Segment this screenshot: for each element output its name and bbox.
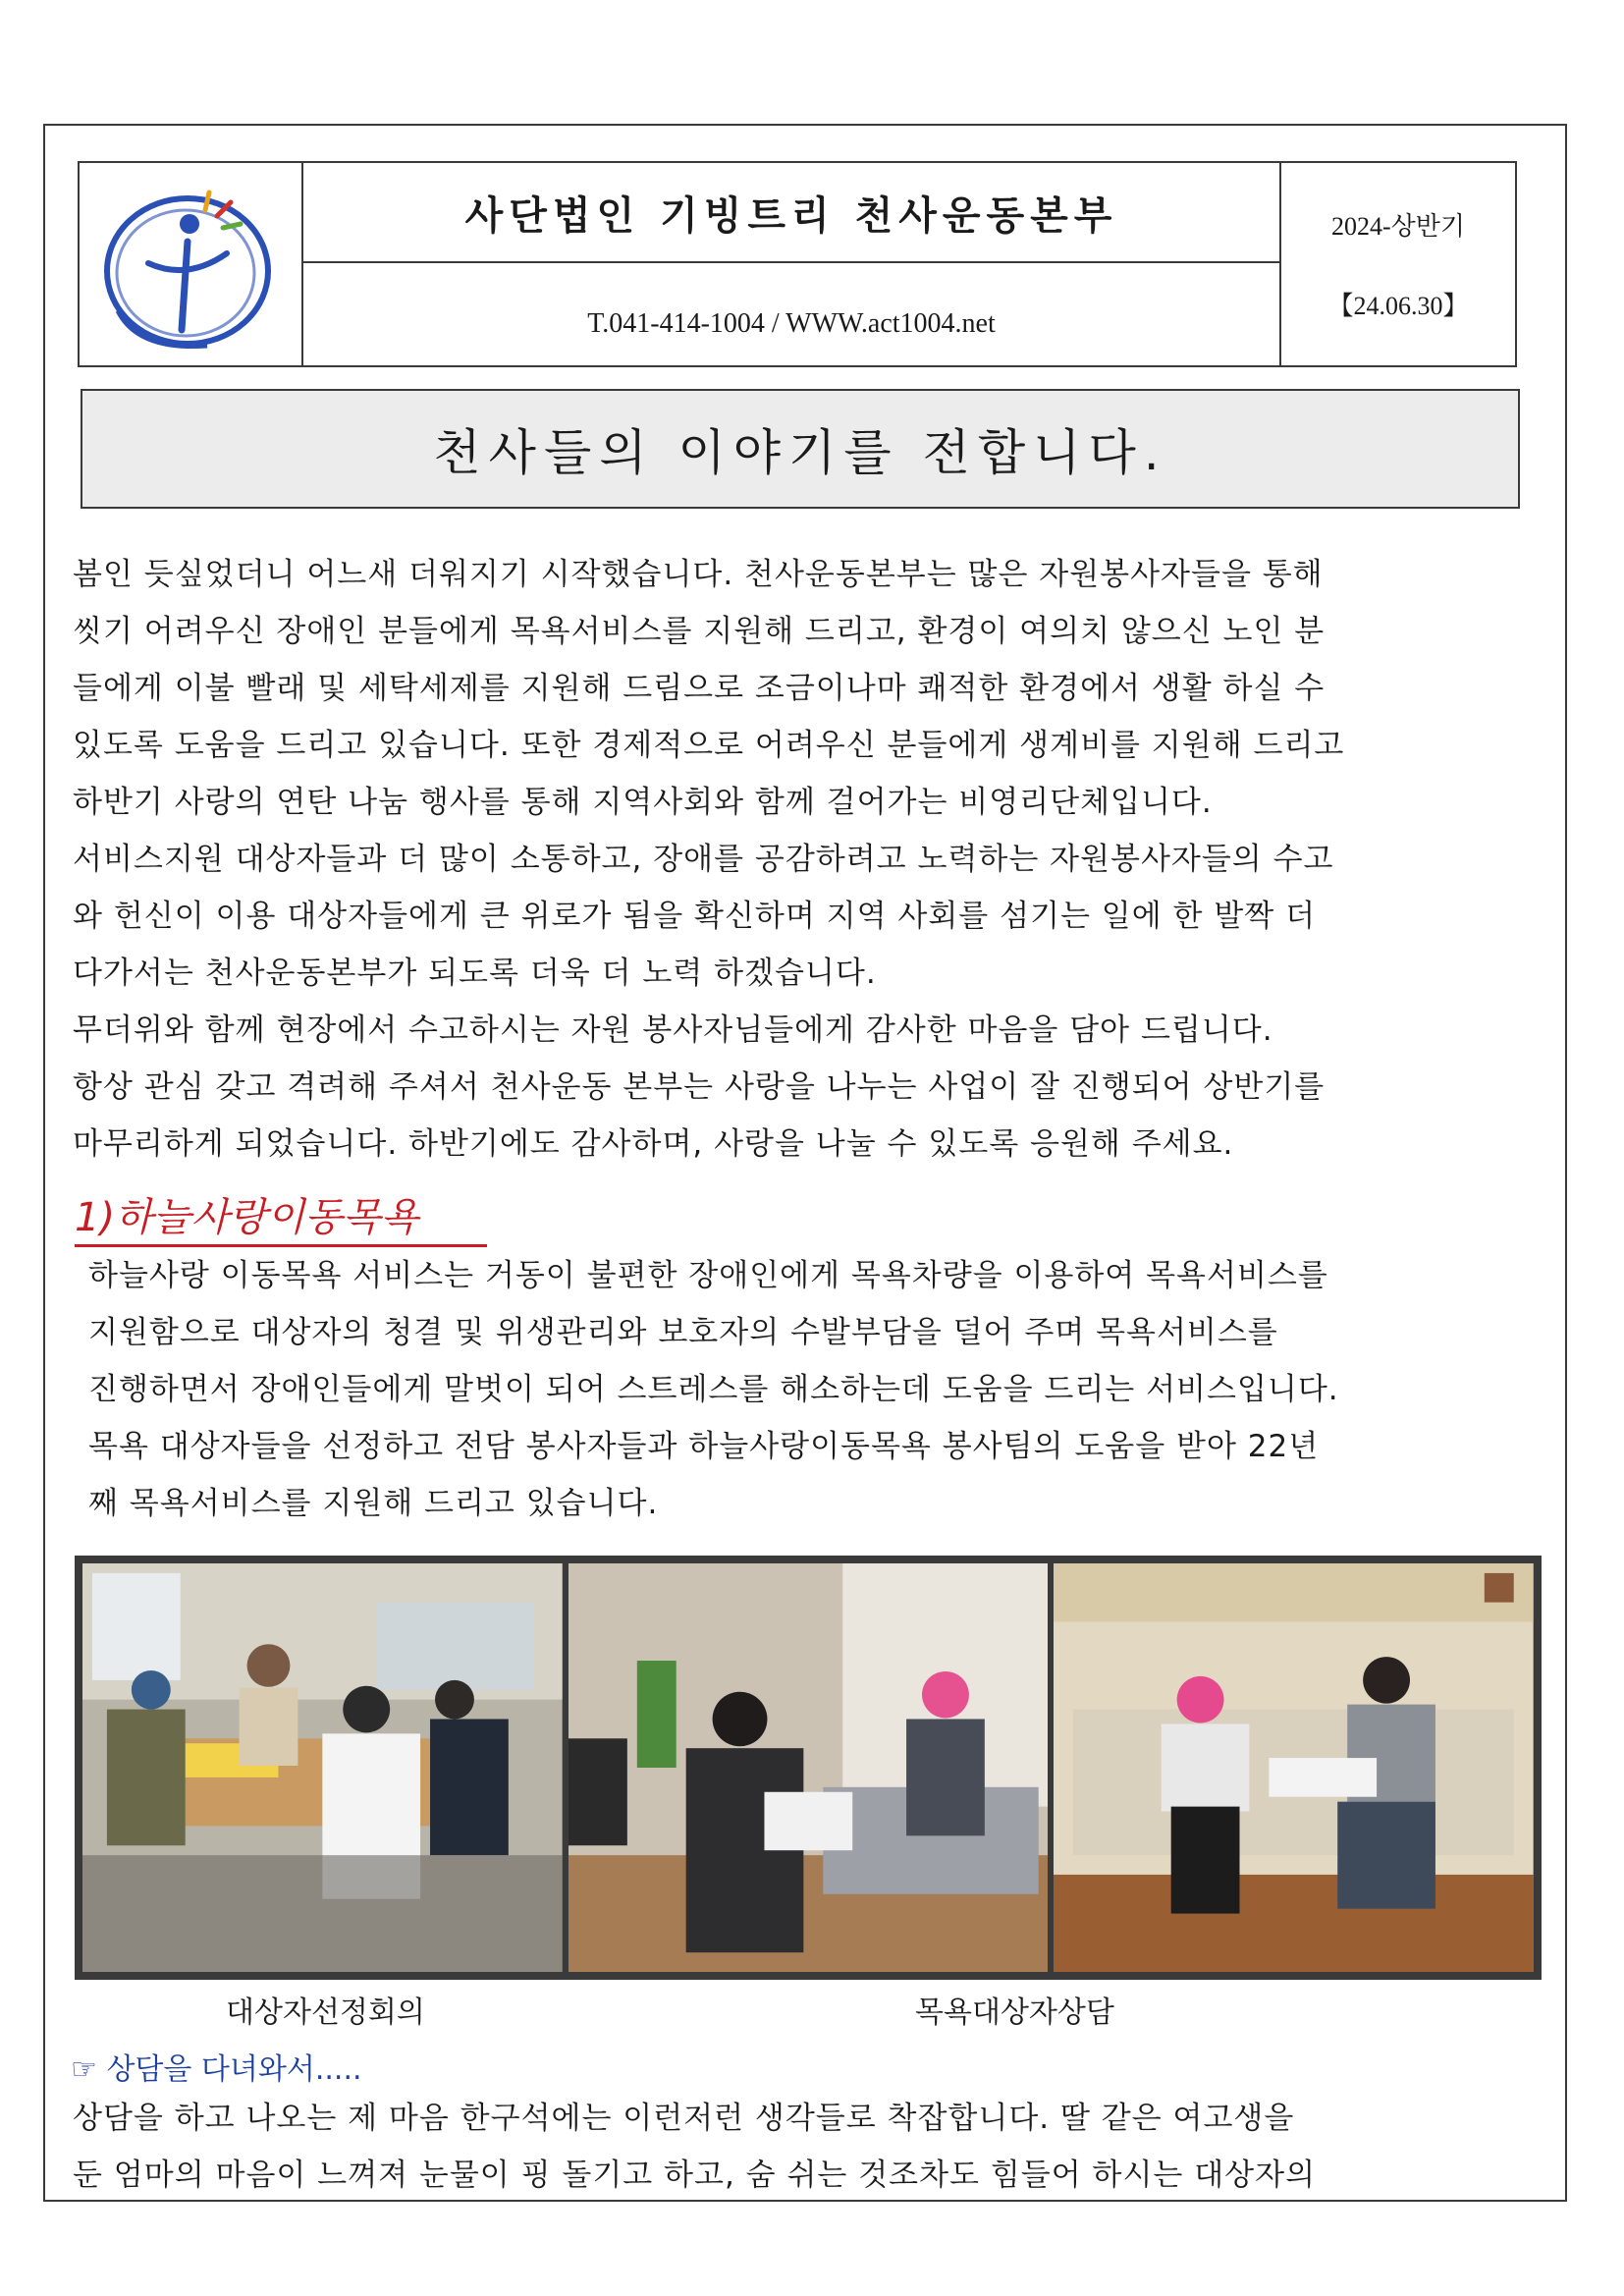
intro-line: 항상 관심 갖고 격려해 주셔서 천사운동 본부는 사랑을 나누는 사업이 잘 진행되어 상반기를 (73, 1069, 1326, 1105)
sub-heading (71, 2045, 362, 2088)
intro-line: 있도록 도움을 드리고 있습니다. 또한 경제적으로 어려우신 분들에게 생계비를 지원해 드리고 (73, 728, 1345, 763)
section-line: 진행하면서 장애인들에게 말벗이 되어 스트레스를 해소하는데 도움을 드리는 서비스입니다. (88, 1372, 1339, 1407)
consultation-line: 둔 엄마의 마음이 느껴져 눈물이 핑 돌기고 하고, 숨 쉬는 것조차도 힘들어 하시는 대상자의 (73, 2158, 1317, 2193)
intro-text (73, 546, 1555, 1173)
org-name: 사단법인 기빙트리 천사운동본부 (303, 163, 1279, 263)
photo-meeting (82, 1563, 563, 1972)
section-line: 째 목욕서비스를 지원해 드리고 있습니다. (88, 1486, 659, 1521)
section-line: 지원함으로 대상자의 청결 및 위생관리와 보호자의 수발부담을 덜어 주며 목욕서비스를 (88, 1315, 1278, 1350)
caption-consultation: 목욕대상자상담 (915, 1995, 1114, 2030)
issue-date: 【24.06.30】 (1327, 292, 1469, 320)
intro-line: 무더위와 함께 현장에서 수고하시는 자원 봉사자님들에게 감사한 마음을 담아 드립니다. (73, 1012, 1273, 1048)
page-title: 천사들의 이야기를 전합니다. (81, 389, 1520, 509)
intro-line: 마무리하게 되었습니다. 하반기에도 감사하며, 사랑을 나눌 수 있도록 응원해 주세요. (73, 1126, 1234, 1162)
period-cell (1281, 163, 1515, 365)
letterhead (78, 161, 1517, 367)
section-line: 하늘사랑 이동목욕 서비스는 거동이 불편한 장애인에게 목욕차량을 이용하여 목욕서비스를 (88, 1258, 1328, 1293)
section-title: 1)하늘사랑이동목욕 (75, 1186, 487, 1247)
pointing-hand-icon: ☞ (71, 2052, 97, 2087)
consultation-line: 상담을 하고 나오는 제 마음 한구석에는 이런저런 생각들로 착잡합니다. 딸 같은 여고생을 (73, 2101, 1295, 2136)
contact-info: T.041-414-1004 / WWW.act1004.net (587, 308, 996, 339)
intro-line: 다가서는 천사운동본부가 되도록 더욱 더 노력 하겠습니다. (73, 956, 877, 991)
section-line: 목욕 대상자들을 선정하고 전담 봉사자들과 하늘사랑이동목욕 봉사팀의 도움을 받아 22년 (88, 1429, 1320, 1464)
intro-line: 서비스지원 대상자들과 더 많이 소통하고, 장애를 공감하려고 노력하는 자원봉사자들의 수고 (73, 842, 1334, 877)
section-body (88, 1247, 1542, 1532)
photo-consultation-2 (1054, 1563, 1534, 1972)
giving-tree-logo-icon (80, 163, 301, 365)
org-info-cell (303, 163, 1281, 365)
intro-line: 들에게 이불 빨래 및 세탁세제를 지원해 드림으로 조금이나마 쾌적한 환경에서 생활 하실 수 (73, 671, 1326, 706)
intro-line: 씻기 어려우신 장애인 분들에게 목욕서비스를 지원해 드리고, 환경이 여의치 않으신 노인 분 (73, 614, 1326, 649)
caption-meeting: 대상자선정회의 (226, 1995, 425, 2030)
period-label: 2024-상반기 (1330, 212, 1465, 241)
intro-line: 와 헌신이 이용 대상자들에게 큰 위로가 됨을 확신하며 지역 사회를 섬기는 일에 한 발짝 더 (73, 899, 1317, 934)
logo-cell (80, 163, 303, 365)
photo-consultation-1 (568, 1563, 1049, 1972)
photo-strip (75, 1556, 1542, 1980)
sub-heading-label: 상담을 다녀와서..... (106, 2052, 362, 2087)
intro-line: 봄인 듯싶었더니 어느새 더워지기 시작했습니다. 천사운동본부는 많은 자원봉사자들을 통해 (73, 557, 1324, 592)
consultation-text (73, 2090, 1545, 2204)
intro-line: 하반기 사랑의 연탄 나눔 행사를 통해 지역사회와 함께 걸어가는 비영리단체입니다. (73, 785, 1213, 820)
